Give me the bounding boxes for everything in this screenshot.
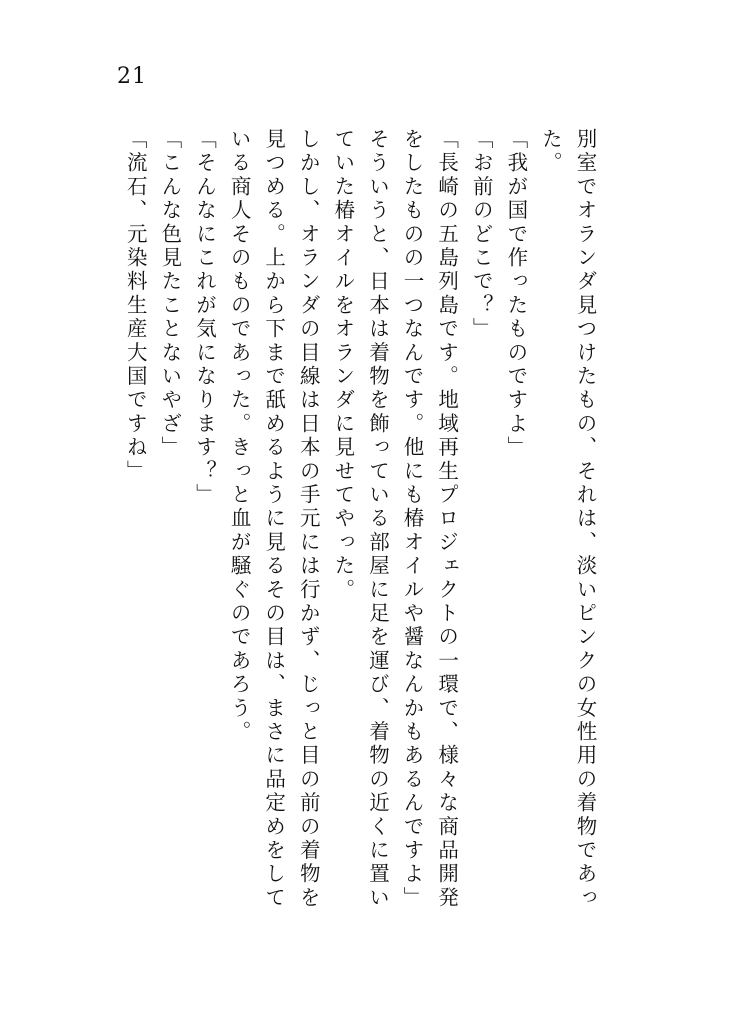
paragraph-dialogue: 「流石、元染料生産大国ですね」	[123, 128, 148, 484]
paragraph-narration: しかし、オランダの目線は日本の手元には行かず、じっと目の前の着物を見つめる。上から下まで舐めるように見るその目は、まさに品定めをしている商人そのものであった。きっと血が騒ぐのであろう。	[227, 128, 321, 911]
paragraph-narration: 別室でオランダ見つけたもの、それは、淡いピンクの女性用の着物であった。	[538, 128, 597, 911]
vertical-text-body	[123, 128, 602, 928]
paragraph-narration: そういうと、日本は着物を飾っている部屋に足を運び、着物の近くに置いていた椿オイルをオランダに見せてやった。	[330, 128, 390, 911]
paragraph-dialogue: 「我が国で作ったものですよ」	[503, 128, 528, 460]
paragraph-dialogue: 「お前のどこで？」	[469, 128, 494, 342]
paragraph-dialogue: 「こんな色見たことないやざ」	[157, 128, 182, 460]
paragraph-dialogue: 「そんなにこれが気になります？」	[192, 128, 217, 508]
paragraph-dialogue: 「長崎の五島列島です。地域再生プロジェクトの一環で、様々な商品開発をしたものの一つなんです。他にも椿オイルや醤なんかもあるんですよ」	[400, 128, 459, 911]
page-number: 21	[117, 64, 147, 89]
